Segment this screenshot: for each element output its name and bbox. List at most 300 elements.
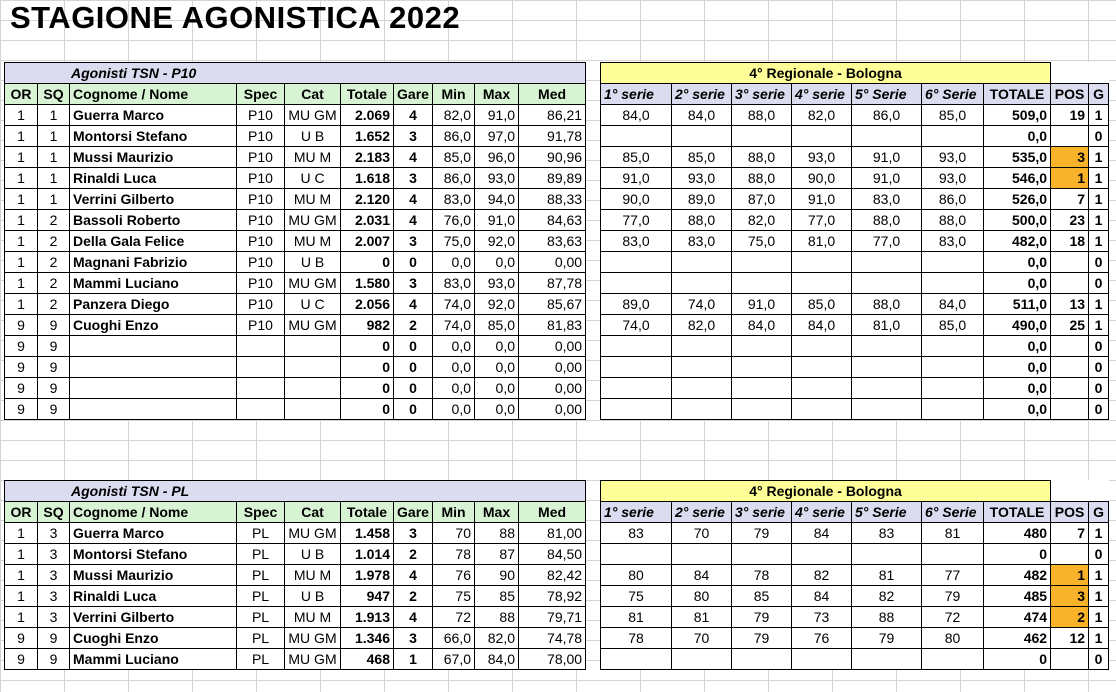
cell-or: 9 [5,378,38,399]
cell-max: 88 [475,607,519,628]
cell-s3 [732,357,792,378]
cell-or: 1 [5,252,38,273]
cell-gare: 0 [394,252,433,273]
section-title-row [5,63,586,84]
cell-s1: 89,0 [601,294,672,315]
cell-gare: 1 [394,649,433,670]
cell-tot: 0,0 [984,336,1051,357]
cell-name: Verrini Gilberto [70,607,237,628]
cell-pos [1051,649,1089,670]
cell-or: 1 [5,105,38,126]
cell-g: 1 [1089,607,1109,628]
cell-s4: 82,0 [792,105,852,126]
cell-s2: 89,0 [672,189,732,210]
cell-med: 74,78 [519,628,586,649]
cell-sq: 3 [38,607,70,628]
cell-sq: 2 [38,210,70,231]
cell-gare: 3 [394,126,433,147]
table-row [5,378,586,399]
table-row [601,294,1109,315]
column-header-sq: SQ [38,502,70,523]
column-header-cat: Cat [285,84,341,105]
table-row [5,649,586,670]
p10-regional-table [600,62,1109,420]
cell-or: 9 [5,649,38,670]
cell-pos: 13 [1051,294,1089,315]
column-header-gare: Gare [394,84,433,105]
cell-or: 9 [5,315,38,336]
cell-med: 85,67 [519,294,586,315]
cell-s6 [922,336,984,357]
cell-s6: 85,0 [922,105,984,126]
cell-or: 1 [5,544,38,565]
p10-athletes-table [4,62,586,420]
cell-s3 [732,399,792,420]
cell-pos: 23 [1051,210,1089,231]
cell-s5: 88,0 [852,294,922,315]
cell-spec: P10 [237,210,285,231]
cell-name: Della Gala Felice [70,231,237,252]
cell-tot: 480 [984,523,1051,544]
pl-athletes-table [4,480,586,670]
cell-s6: 83,0 [922,231,984,252]
cell-totale: 1.346 [341,628,394,649]
cell-max: 93,0 [475,273,519,294]
cell-s2 [672,649,732,670]
cell-sq: 1 [38,126,70,147]
cell-s3: 87,0 [732,189,792,210]
cell-totale: 0 [341,252,394,273]
column-header-s3: 3° serie [732,84,792,105]
cell-max: 91,0 [475,105,519,126]
cell-s4: 82 [792,565,852,586]
cell-gare: 4 [394,294,433,315]
cell-pos [1051,357,1089,378]
cell-or: 1 [5,147,38,168]
column-header-s1: 1° serie [601,502,672,523]
cell-s5: 83,0 [852,189,922,210]
cell-cat: MU M [285,231,341,252]
cell-s5: 81 [852,565,922,586]
cell-pos: 7 [1051,189,1089,210]
column-header-s1: 1° serie [601,84,672,105]
cell-med: 88,33 [519,189,586,210]
cell-s3: 79 [732,607,792,628]
section-title: Agonisti TSN - P10 [5,63,586,84]
cell-sq: 3 [38,565,70,586]
cell-cat: MU GM [285,649,341,670]
cell-min: 83,0 [433,189,475,210]
cell-totale: 1.618 [341,168,394,189]
cell-g: 1 [1089,189,1109,210]
cell-s1: 80 [601,565,672,586]
cell-gare: 2 [394,586,433,607]
cell-s3: 75,0 [732,231,792,252]
column-header-pos: POS [1051,502,1089,523]
cell-totale: 0 [341,357,394,378]
cell-spec [237,378,285,399]
column-header-spec: Spec [237,84,285,105]
table-row [601,315,1109,336]
cell-name [70,357,237,378]
cell-cat: U B [285,586,341,607]
cell-pos [1051,252,1089,273]
column-header-or: OR [5,84,38,105]
cell-name: Rinaldi Luca [70,586,237,607]
cell-s5 [852,336,922,357]
cell-min: 86,0 [433,126,475,147]
cell-sq: 1 [38,168,70,189]
column-header-name: Cognome / Nome [70,84,237,105]
cell-med: 0,00 [519,252,586,273]
cell-totale: 2.031 [341,210,394,231]
cell-min: 76 [433,565,475,586]
cell-s2 [672,544,732,565]
cell-s4 [792,544,852,565]
cell-s6 [922,649,984,670]
region-title-row [601,63,1109,84]
cell-tot: 500,0 [984,210,1051,231]
cell-s1: 74,0 [601,315,672,336]
cell-min: 0,0 [433,378,475,399]
table-row [601,628,1109,649]
cell-sq: 9 [38,336,70,357]
cell-s1 [601,252,672,273]
column-header-cat: Cat [285,502,341,523]
cell-s2 [672,399,732,420]
cell-gare: 4 [394,147,433,168]
cell-s4: 76 [792,628,852,649]
cell-or: 1 [5,189,38,210]
column-header-s4: 4° serie [792,84,852,105]
cell-name: Verrini Gilberto [70,189,237,210]
column-header-name: Cognome / Nome [70,502,237,523]
cell-g: 1 [1089,565,1109,586]
cell-s2: 83,0 [672,231,732,252]
cell-min: 0,0 [433,399,475,420]
cell-s1 [601,649,672,670]
cell-sq: 2 [38,273,70,294]
cell-tot: 0,0 [984,378,1051,399]
cell-totale: 982 [341,315,394,336]
cell-s6: 84,0 [922,294,984,315]
cell-s5 [852,378,922,399]
cell-cat: U C [285,168,341,189]
cell-s6: 77 [922,565,984,586]
column-header-s5: 5° Serie [852,84,922,105]
cell-s3 [732,544,792,565]
cell-s3: 84,0 [732,315,792,336]
cell-totale: 947 [341,586,394,607]
cell-g: 0 [1089,252,1109,273]
cell-max: 97,0 [475,126,519,147]
cell-totale: 1.652 [341,126,394,147]
cell-s1: 83 [601,523,672,544]
cell-s5 [852,273,922,294]
cell-cat: U C [285,294,341,315]
cell-s4: 90,0 [792,168,852,189]
cell-name [70,336,237,357]
column-header-s3: 3° serie [732,502,792,523]
section-title: Agonisti TSN - PL [5,481,586,502]
cell-s1 [601,399,672,420]
column-header-g: G [1089,502,1109,523]
cell-name: Mussi Maurizio [70,565,237,586]
cell-g: 0 [1089,649,1109,670]
column-header-row [601,84,1109,105]
cell-s5: 88 [852,607,922,628]
cell-or: 1 [5,210,38,231]
table-row [5,189,586,210]
cell-cat [285,336,341,357]
cell-g: 1 [1089,231,1109,252]
cell-s4: 81,0 [792,231,852,252]
cell-gare: 0 [394,399,433,420]
cell-pos: 25 [1051,315,1089,336]
column-header-min: Min [433,84,475,105]
cell-tot: 0,0 [984,399,1051,420]
cell-pos: 1 [1051,168,1089,189]
cell-totale: 1.580 [341,273,394,294]
cell-gare: 3 [394,168,433,189]
cell-g: 1 [1089,168,1109,189]
cell-g: 0 [1089,273,1109,294]
cell-sq: 1 [38,105,70,126]
cell-s6: 88,0 [922,210,984,231]
table-row [5,126,586,147]
cell-s4: 85,0 [792,294,852,315]
cell-totale: 1.014 [341,544,394,565]
cell-or: 1 [5,126,38,147]
cell-s6 [922,126,984,147]
cell-sq: 3 [38,523,70,544]
cell-gare: 3 [394,628,433,649]
cell-spec [237,357,285,378]
column-header-tot: TOTALE [984,84,1051,105]
cell-spec [237,399,285,420]
cell-s4 [792,649,852,670]
cell-g: 0 [1089,126,1109,147]
cell-min: 0,0 [433,357,475,378]
table-row [601,565,1109,586]
table-row [601,523,1109,544]
cell-or: 1 [5,273,38,294]
cell-cat: MU GM [285,210,341,231]
table-row [601,168,1109,189]
cell-tot: 462 [984,628,1051,649]
cell-g: 1 [1089,315,1109,336]
cell-pos: 3 [1051,586,1089,607]
cell-min: 67,0 [433,649,475,670]
cell-cat: MU GM [285,315,341,336]
cell-name: Bassoli Roberto [70,210,237,231]
cell-s4 [792,273,852,294]
cell-sq: 9 [38,649,70,670]
table-row [601,147,1109,168]
cell-med: 90,96 [519,147,586,168]
cell-gare: 0 [394,336,433,357]
cell-max: 85 [475,586,519,607]
table-row [5,315,586,336]
cell-s2: 93,0 [672,168,732,189]
cell-s6: 79 [922,586,984,607]
cell-med: 81,83 [519,315,586,336]
cell-pos [1051,399,1089,420]
cell-s5 [852,399,922,420]
table-row [5,565,586,586]
cell-s3 [732,126,792,147]
blank-cell [1051,481,1109,502]
cell-s4: 93,0 [792,147,852,168]
cell-name: Mussi Maurizio [70,147,237,168]
cell-tot: 509,0 [984,105,1051,126]
column-header-max: Max [475,84,519,105]
cell-s6: 85,0 [922,315,984,336]
cell-s1 [601,357,672,378]
cell-g: 1 [1089,628,1109,649]
cell-s6: 93,0 [922,168,984,189]
cell-med: 0,00 [519,378,586,399]
cell-s5: 82 [852,586,922,607]
cell-s1: 85,0 [601,147,672,168]
cell-s3 [732,273,792,294]
cell-tot: 490,0 [984,315,1051,336]
column-header-s6: 6° Serie [922,84,984,105]
cell-s6 [922,544,984,565]
cell-s4 [792,252,852,273]
cell-tot: 535,0 [984,147,1051,168]
cell-or: 1 [5,565,38,586]
cell-totale: 0 [341,336,394,357]
cell-s4: 77,0 [792,210,852,231]
cell-med: 0,00 [519,357,586,378]
cell-s4: 73 [792,607,852,628]
cell-or: 9 [5,399,38,420]
cell-sq: 9 [38,315,70,336]
cell-sq: 3 [38,544,70,565]
cell-min: 85,0 [433,147,475,168]
cell-min: 70 [433,523,475,544]
cell-s3: 78 [732,565,792,586]
cell-s1: 78 [601,628,672,649]
cell-s1 [601,126,672,147]
cell-s2: 84,0 [672,105,732,126]
cell-g: 0 [1089,378,1109,399]
table-row [601,336,1109,357]
cell-med: 0,00 [519,399,586,420]
cell-max: 0,0 [475,336,519,357]
cell-s4: 84 [792,586,852,607]
cell-med: 86,21 [519,105,586,126]
cell-or: 9 [5,336,38,357]
cell-s4: 84 [792,523,852,544]
cell-s3: 85 [732,586,792,607]
cell-s6: 86,0 [922,189,984,210]
cell-s2: 74,0 [672,294,732,315]
cell-name: Guerra Marco [70,523,237,544]
cell-name: Mammi Luciano [70,649,237,670]
column-header-s2: 2° serie [672,502,732,523]
cell-totale: 0 [341,378,394,399]
table-row [5,210,586,231]
cell-or: 9 [5,357,38,378]
cell-med: 82,42 [519,565,586,586]
cell-or: 9 [5,628,38,649]
cell-pos [1051,336,1089,357]
cell-s2 [672,378,732,399]
column-header-row [5,502,586,523]
column-header-totale: Totale [341,502,394,523]
cell-s3: 79 [732,628,792,649]
cell-tot: 0,0 [984,252,1051,273]
column-header-med: Med [519,84,586,105]
cell-s5 [852,126,922,147]
cell-spec: PL [237,544,285,565]
cell-pos: 2 [1051,607,1089,628]
table-row [5,607,586,628]
table-row [5,273,586,294]
cell-gare: 3 [394,273,433,294]
cell-min: 76,0 [433,210,475,231]
cell-s2: 84 [672,565,732,586]
column-header-row [5,84,586,105]
cell-g: 1 [1089,105,1109,126]
table-row [5,544,586,565]
cell-cat: MU M [285,565,341,586]
region-title: 4° Regionale - Bologna [601,481,1051,502]
cell-gare: 3 [394,523,433,544]
cell-max: 87 [475,544,519,565]
cell-s3: 88,0 [732,105,792,126]
cell-tot: 482,0 [984,231,1051,252]
cell-totale: 2.007 [341,231,394,252]
cell-s2: 81 [672,607,732,628]
cell-pos: 19 [1051,105,1089,126]
table-row [5,357,586,378]
table-row [601,649,1109,670]
table-row [601,544,1109,565]
cell-name: Panzera Diego [70,294,237,315]
cell-s6: 81 [922,523,984,544]
cell-s3 [732,336,792,357]
cell-med: 0,00 [519,336,586,357]
cell-pos: 7 [1051,523,1089,544]
cell-max: 94,0 [475,189,519,210]
cell-s2 [672,273,732,294]
cell-med: 78,00 [519,649,586,670]
cell-s4 [792,336,852,357]
cell-min: 0,0 [433,336,475,357]
cell-gare: 4 [394,607,433,628]
cell-cat: MU GM [285,523,341,544]
cell-or: 1 [5,523,38,544]
cell-s5 [852,649,922,670]
cell-spec: P10 [237,273,285,294]
table-row [601,586,1109,607]
cell-s1: 90,0 [601,189,672,210]
cell-pos [1051,378,1089,399]
cell-cat: MU GM [285,105,341,126]
cell-min: 83,0 [433,273,475,294]
cell-min: 78 [433,544,475,565]
column-header-row [601,502,1109,523]
table-row [5,586,586,607]
table-row [601,105,1109,126]
cell-s2 [672,126,732,147]
cell-s4: 84,0 [792,315,852,336]
cell-gare: 4 [394,189,433,210]
cell-s2 [672,357,732,378]
